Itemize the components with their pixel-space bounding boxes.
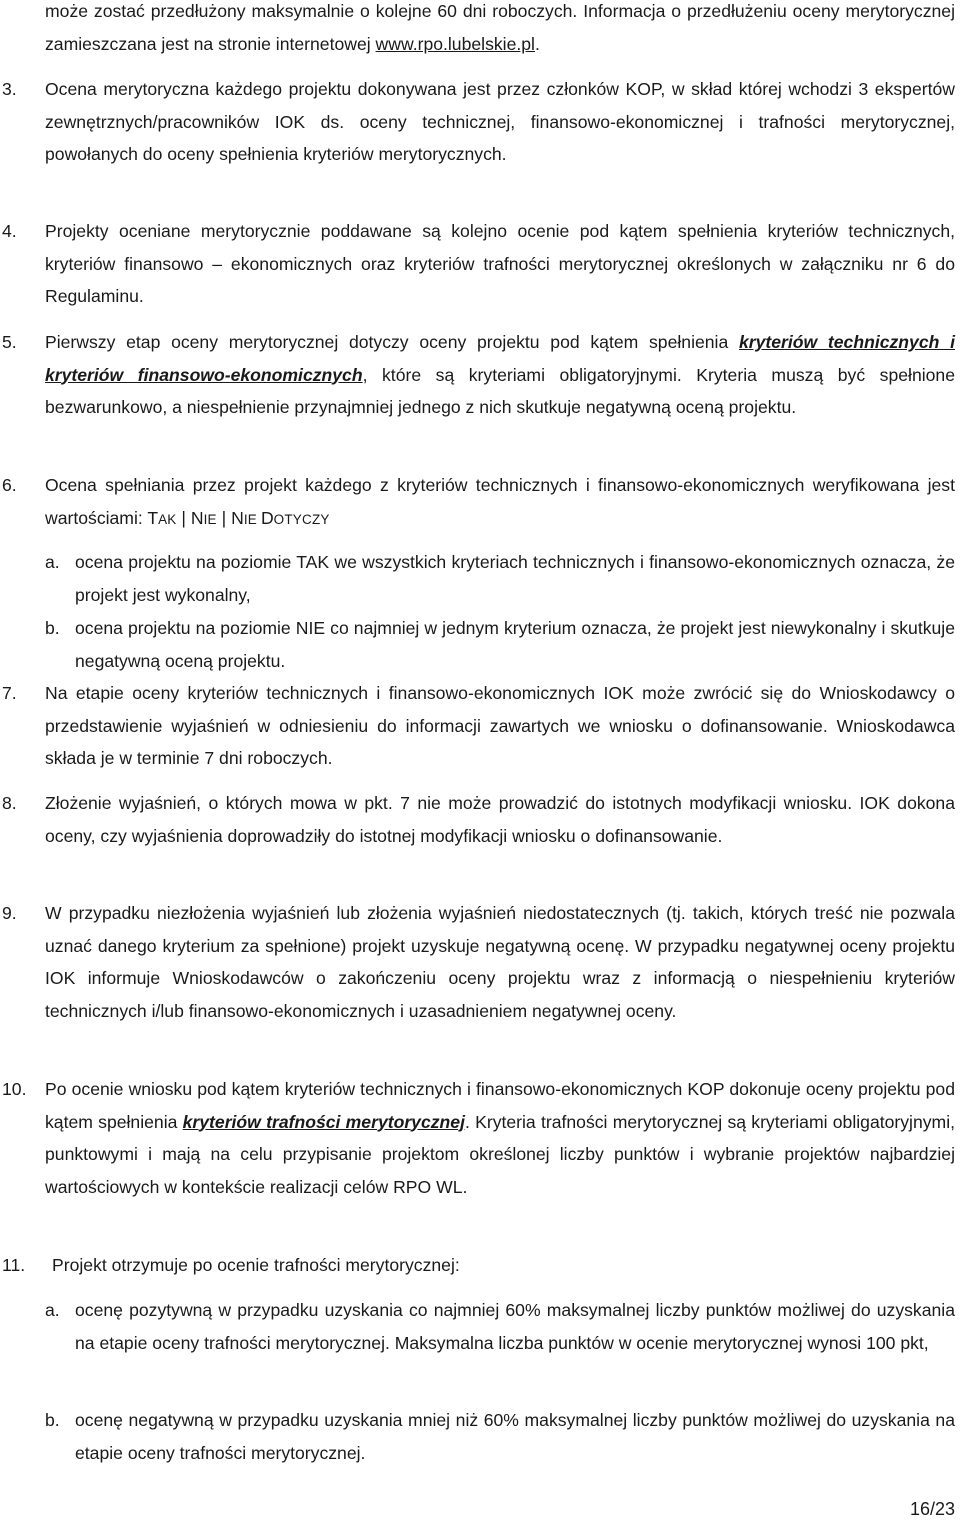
value-separator: | [216, 507, 232, 528]
paragraph-4: Projekty oceniane merytorycznie poddawane są kolejno ocenie pod kątem spełnienia kryteriów technicznych, kryteriów finansowo – ekonomicznych oraz kryteriów trafności merytorycznej określonych w załączniku nr 6 do Regulaminu. [45, 221, 955, 306]
paragraph-6 [45, 469, 955, 536]
item-number-9: 9. [2, 903, 17, 923]
emphasized-criteria: kryteriów technicznych i kryteriów finansowo-ekonomicznych [45, 332, 955, 385]
paragraph-text: . Kryteria trafności merytorycznej są kryteriami obligatoryjnymi, punktowymi i mają na celu przypisanie projektom określonej liczby punktów i wybranie projektów najbardziej wartościowych w kontekście realizacji celów RPO WL. [45, 1111, 955, 1197]
paragraph-8: Złożenie wyjaśnień, o których mowa w pkt. 7 nie może prowadzić do istotnych modyfikacji wniosku. IOK dokona oceny, czy wyjaśnienia doprowadziły do istotnej modyfikacji wniosku o dofinansowanie. [45, 793, 955, 846]
item-number-11: 11. [2, 1255, 26, 1275]
subparagraph-11a: ocenę pozytywną w przypadku uzyskania co najmniej 60% maksymalnej liczby punktów możliwej do uzyskania na etapie oceny trafności merytorycznej. Maksymalna liczba punktów w ocenie merytorycznej wynosi 100 pkt, [75, 1300, 955, 1353]
subparagraph-6b: ocena projektu na poziomie NIE co najmniej w jednym kryterium oznacza, że projekt jest niewykonalny i skutkuje negatywną oceną projektu. [75, 618, 955, 671]
item-number-4: 4. [2, 221, 17, 241]
item-number-6: 6. [2, 475, 17, 495]
paragraph-text: . [534, 33, 540, 54]
paragraph-11: Projekt otrzymuje po ocenie trafności merytorycznej: [52, 1255, 460, 1275]
subitem-letter-6b: b. [45, 618, 60, 638]
item-number-7: 7. [2, 683, 17, 703]
item-number-3: 3. [2, 79, 17, 99]
paragraph-text: , które są kryteriami obligatoryjnymi. Kryteria muszą być spełnione bezwarunkowo, a niespełnienie przynajmniej jednego z nich skutkuje negatywną oceną projektu. [45, 364, 956, 417]
subparagraph-11b: ocenę negatywną w przypadku uzyskania mniej niż 60% maksymalnej liczby punktów możliwej do uzyskania na etapie oceny trafności merytorycznej. [75, 1410, 955, 1463]
value-nie-dotyczy: NIE DOTYCZY [231, 507, 330, 528]
paragraph-text: Ocena spełniania przez projekt każdego z kryteriów technicznych i finansowo-ekonomicznych weryfikowana jest wartościami: [45, 475, 955, 528]
paragraph-10 [45, 1073, 955, 1203]
website-link[interactable]: www.rpo.lubelskie.pl [375, 33, 535, 54]
paragraph-9: W przypadku niezłożenia wyjaśnień lub złożenia wyjaśnień niedostatecznych (tj. takich, których treść nie pozwala uznać danego kryterium za spełnione) projekt uzyskuje negatywną ocenę. W przypadku negatywnej oceny projektu IOK informuje Wnioskodawców o zakończeniu oceny projektu wraz z informacją o niespełnieniu kryteriów technicznych i/lub finansowo-ekonomicznych i uzasadnieniem negatywnej oceny. [45, 903, 955, 1021]
paragraph-continuation [45, 0, 955, 60]
page-number: 16/23 [909, 1499, 955, 1519]
paragraph-5 [45, 326, 955, 424]
paragraph-7: Na etapie oceny kryteriów technicznych i finansowo-ekonomicznych IOK może zwrócić się do Wnioskodawcy o przedstawienie wyjaśnień w odniesieniu do informacji zawartych we wniosku o dofinansowanie. Wnioskodawca składa je w terminie 7 dni roboczych. [45, 683, 955, 768]
subitem-letter-11b: b. [45, 1410, 60, 1430]
emphasized-criteria: kryteriów trafności merytorycznej [182, 1111, 465, 1132]
paragraph-text: Pierwszy etap oceny merytorycznej dotyczy oceny projektu pod kątem spełnienia [45, 332, 739, 352]
paragraph-text: Po ocenie wniosku pod kątem kryteriów technicznych i finansowo-ekonomicznych KOP dokonuje oceny projektu pod kątem spełnienia [45, 1079, 955, 1132]
value-separator: | [176, 507, 191, 528]
subitem-letter-6a: a. [45, 552, 60, 572]
subitem-letter-11a: a. [45, 1300, 60, 1320]
value-nie: NIE [190, 507, 217, 528]
item-number-10: 10. [2, 1079, 27, 1099]
paragraph-text: może zostać przedłużony maksymalnie o kolejne 60 dni roboczych. Informacja o przedłużeniu oceny merytorycznej zamieszczana jest na stronie internetowej [45, 1, 955, 54]
item-number-5: 5. [2, 332, 17, 352]
value-tak: TAK [147, 507, 177, 528]
subparagraph-6a: ocena projektu na poziomie TAK we wszystkich kryteriach technicznych i finansowo-ekonomicznych oznacza, że projekt jest wykonalny, [75, 552, 955, 605]
paragraph-3: Ocena merytoryczna każdego projektu dokonywana jest przez członków KOP, w skład której wchodzi 3 ekspertów zewnętrznych/pracowników IOK ds. oceny technicznej, finansowo-ekonomicznej i trafności merytorycznej, powołanych do oceny spełnienia kryteriów merytorycznych. [45, 79, 955, 164]
item-number-8: 8. [2, 793, 17, 813]
